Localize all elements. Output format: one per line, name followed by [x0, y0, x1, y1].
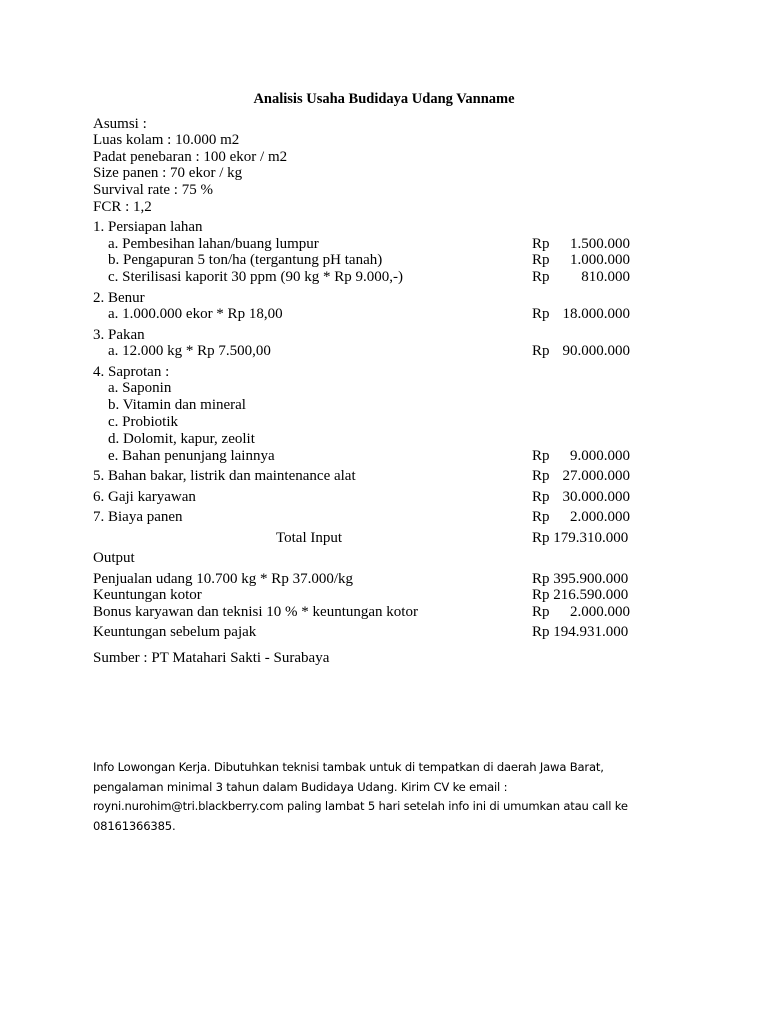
section-harvest-cost-label: 7. Biaya panen — [93, 509, 183, 525]
amount-value: 1.500.000 — [570, 236, 630, 252]
currency-label: Rp — [532, 269, 550, 285]
seed-item-label: a. 1.000.000 ekor * Rp 18,00 — [108, 306, 283, 322]
saprotan-item-label: c. Probiotik — [108, 414, 178, 430]
job-info-line: royni.nurohim@tri.blackberry.com paling lambat 5 hari setelah info ini di umumkan atau call ke — [93, 799, 628, 814]
assumption-harvest-size: Size panen : 70 ekor / kg — [93, 165, 243, 181]
currency-label: Rp — [532, 343, 550, 359]
saprotan-item-label: a. Saponin — [108, 380, 172, 396]
assumption-pond-area: Luas kolam : 10.000 m2 — [93, 132, 240, 148]
amount-value: 1.000.000 — [570, 252, 630, 268]
amount-value: 810.000 — [581, 269, 630, 285]
pre-tax-profit-label: Keuntungan sebelum pajak — [93, 624, 257, 640]
amount-value: 27.000.000 — [562, 468, 630, 484]
amount-value: 9.000.000 — [570, 448, 630, 464]
source-note: Sumber : PT Matahari Sakti - Surabaya — [93, 650, 330, 666]
section-salary-label: 6. Gaji karyawan — [93, 489, 196, 505]
sales-label: Penjualan udang 10.700 kg * Rp 37.000/kg — [93, 571, 353, 587]
sales-amount: Rp 395.900.000 — [532, 571, 629, 587]
amount-value: 90.000.000 — [562, 343, 630, 359]
saprotan-item-label: b. Vitamin dan mineral — [108, 397, 246, 413]
total-input-amount: Rp 179.310.000 — [532, 530, 629, 546]
feed-item-label: a. 12.000 kg * Rp 7.500,00 — [108, 343, 271, 359]
output-heading: Output — [93, 550, 135, 566]
section-land-prep-heading: 1. Persiapan lahan — [93, 219, 203, 235]
section-saprotan-heading: 4. Saprotan : — [93, 364, 170, 380]
assumption-fcr: FCR : 1,2 — [93, 199, 152, 215]
total-input-label: Total Input — [276, 530, 343, 546]
job-info-line: Info Lowongan Kerja. Dibutuhkan teknisi tambak untuk di tempatkan di daerah Jawa Barat, — [93, 760, 604, 774]
gross-profit-label: Keuntungan kotor — [93, 587, 202, 603]
saprotan-item-label: d. Dolomit, kapur, zeolit — [108, 431, 255, 447]
amount-value: 2.000.000 — [570, 604, 630, 620]
bonus-label: Bonus karyawan dan teknisi 10 % * keuntungan kotor — [93, 604, 418, 620]
currency-label: Rp — [532, 236, 550, 252]
land-prep-item-label: c. Sterilisasi kaporit 30 ppm (90 kg * Rp 9.000,-) — [108, 269, 403, 285]
currency-label: Rp — [532, 468, 550, 484]
amount-value: 30.000.000 — [562, 489, 630, 505]
job-info-line: 08161366385. — [93, 819, 176, 834]
currency-label: Rp — [532, 489, 550, 505]
assumption-stocking-density: Padat penebaran : 100 ekor / m2 — [93, 149, 288, 165]
amount-value: 18.000.000 — [562, 306, 630, 322]
currency-label: Rp — [532, 252, 550, 268]
document-title: Analisis Usaha Budidaya Udang Vanname — [253, 91, 515, 107]
assumption-survival-rate: Survival rate : 75 % — [93, 182, 213, 198]
currency-label: Rp — [532, 509, 550, 525]
currency-label: Rp — [532, 306, 550, 322]
job-info-line: pengalaman minimal 3 tahun dalam Budidaya Udang. Kirim CV ke email : — [93, 779, 508, 794]
job-info-note — [93, 758, 653, 837]
land-prep-item-label: a. Pembesihan lahan/buang lumpur — [108, 236, 319, 252]
currency-label: Rp — [532, 604, 550, 620]
amount-value: 2.000.000 — [570, 509, 630, 525]
assumptions-heading: Asumsi : — [93, 116, 147, 132]
gross-profit-amount: Rp 216.590.000 — [532, 587, 629, 603]
section-feed-heading: 3. Pakan — [93, 327, 145, 343]
saprotan-item-label: e. Bahan penunjang lainnya — [108, 448, 275, 464]
section-seed-heading: 2. Benur — [93, 290, 145, 306]
pre-tax-profit-amount: Rp 194.931.000 — [532, 624, 629, 640]
section-fuel-label: 5. Bahan bakar, listrik dan maintenance alat — [93, 468, 356, 484]
currency-label: Rp — [532, 448, 550, 464]
land-prep-item-label: b. Pengapuran 5 ton/ha (tergantung pH tanah) — [108, 252, 383, 268]
